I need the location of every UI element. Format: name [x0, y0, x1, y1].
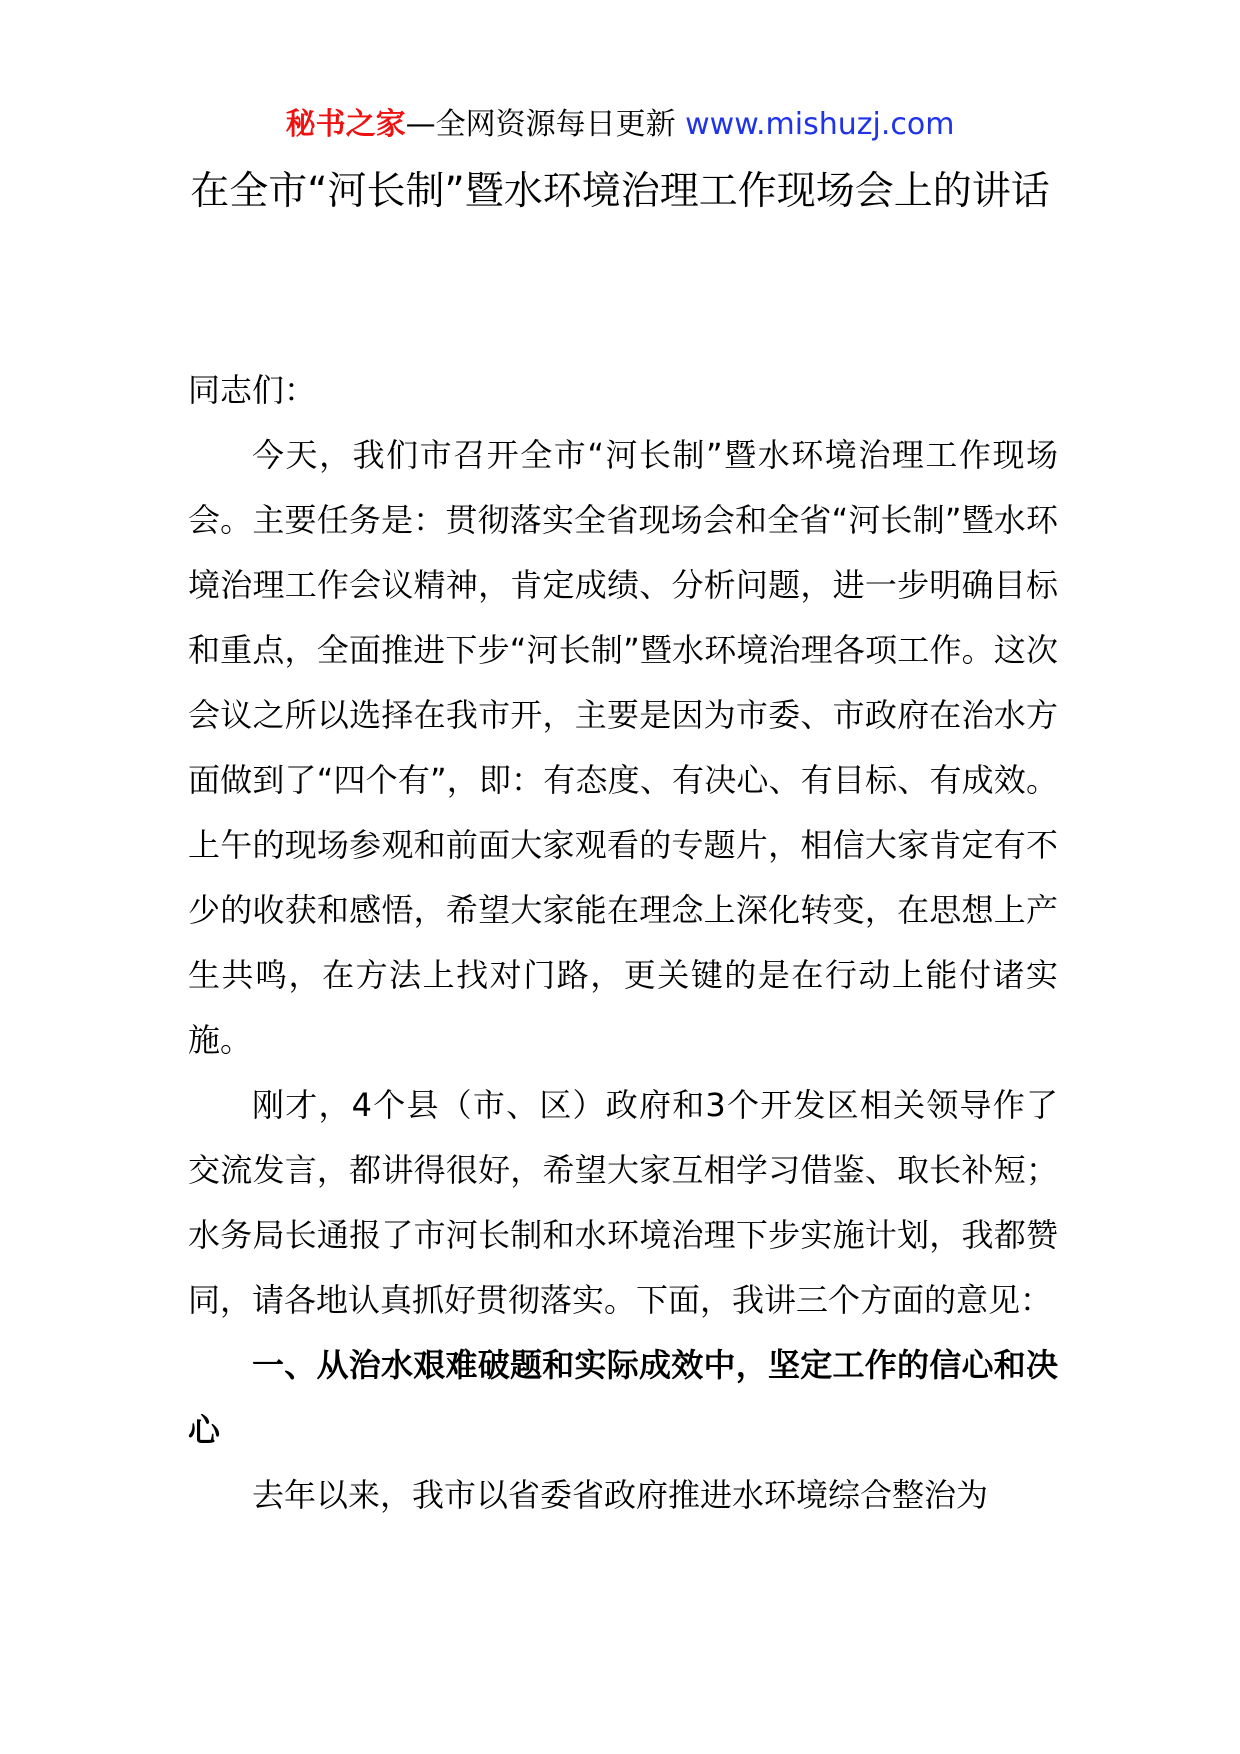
paragraph-2: 刚才，4个县（市、区）政府和3个开发区相关领导作了交流发言，都讲得很好，希望大家互相学习借鉴、取长补短；水务局长通报了市河长制和水环境治理下步实施计划，我都赞同，请各地认真抓好贯彻落实。下面，我讲三个方面的意见：: [188, 1086, 1058, 1319]
header-tagline: —全网资源每日更新: [405, 107, 676, 142]
salutation: 同志们：: [188, 371, 317, 409]
section-heading-1: 一、从治水艰难破题和实际成效中，坚定工作的信心和决心: [188, 1346, 1058, 1449]
paragraph-3: 去年以来，我市以省委省政府推进水环境综合整治为: [252, 1476, 989, 1514]
site-url-link[interactable]: www.mishuzj.com: [685, 107, 955, 142]
site-header: [0, 100, 1240, 150]
document-title: 在全市“河长制”暨水环境治理工作现场会上的讲话: [190, 169, 1050, 214]
brand-name: 秘书之家: [285, 107, 406, 142]
document-body: [188, 358, 1058, 1528]
paragraph-1: 今天，我们市召开全市“河长制”暨水环境治理工作现场会。主要任务是：贯彻落实全省现场会和全省“河长制”暨水环境治理工作会议精神，肯定成绩、分析问题，进一步明确目标和重点，全面推进下步“河长制”暨水环境治理各项工作。这次会议之所以选择在我市开，主要是因为市委、市政府在治水方面做到了“四个有”，即：有态度、有决心、有目标、有成效。上午的现场参观和前面大家观看的专题片，相信大家肯定有不少的收获和感悟，希望大家能在理念上深化转变，在思想上产生共鸣，在方法上找对门路，更关键的是在行动上能付诸实施。: [188, 436, 1058, 1059]
